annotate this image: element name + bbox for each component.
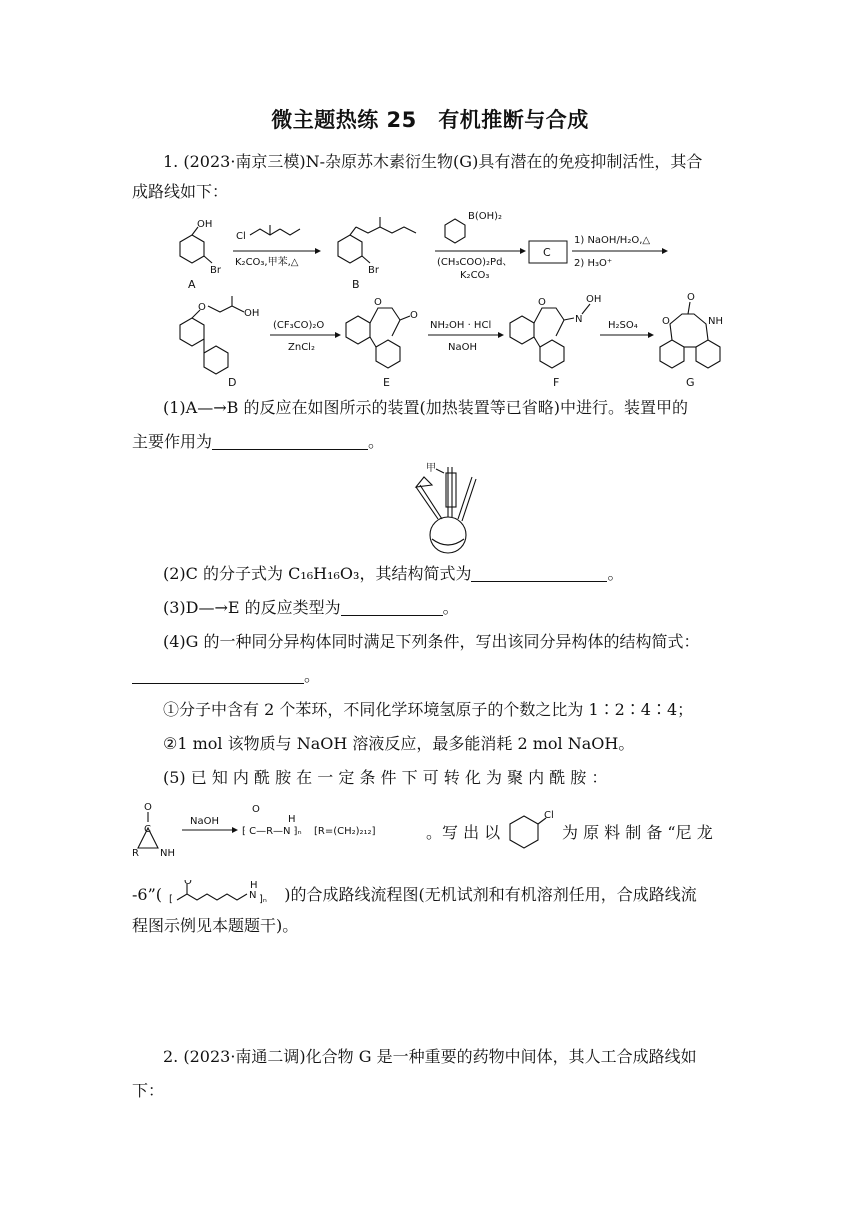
q1-part5-text-d: )的合成路线流程图(无机试剂和有机溶剂任用，合成路线流: [284, 885, 697, 904]
q1-part2: [163, 563, 732, 585]
q1-part4-end: 。: [304, 666, 321, 685]
atom-r-lactam: R: [132, 848, 139, 859]
arrow-c-d: [572, 235, 668, 269]
atom-br-b: Br: [368, 265, 379, 276]
q1-part5-line1: (5) 已 知 内 酰 胺 在 一 定 条 件 下 可 转 化 为 聚 内 酰 胺 ：: [163, 768, 608, 787]
atom-nh-g: NH: [708, 316, 723, 327]
q1-condition-2: ②1 mol 该物质与 NaOH 溶液反应，最多能消耗 2 mol NaOH。: [163, 734, 635, 753]
atom-o-e-ketone: O: [410, 310, 418, 321]
atom-o-e: O: [374, 297, 382, 308]
lactam-reaction: [132, 800, 432, 864]
chlorocyclohexane-icon: [506, 808, 558, 854]
reagent-d-e-2: ZnCl₂: [288, 342, 315, 353]
atom-n-nylon: N: [249, 890, 257, 901]
label-e: E: [383, 376, 390, 389]
polymer-unit: ⁅ C—R—N ⁆ₙ: [242, 826, 302, 837]
q1-part1-line1: (1)A—→B 的反应在如图所示的装置(加热装置等已省略)中进行。装置甲的: [163, 398, 688, 417]
q1-part4-line2: [132, 665, 732, 687]
arrow-d-e: [270, 320, 341, 353]
box-c-label: C: [543, 246, 551, 259]
nylon6-structure: [167, 880, 279, 908]
atom-o-g-carbonyl: O: [687, 292, 695, 303]
reagent-naoh: NaOH: [190, 816, 219, 827]
reagent-c-d-1: 1) NaOH/H₂O,△: [574, 235, 651, 246]
reagent-b-c-bottom2: K₂CO₃: [460, 270, 490, 281]
atom-o-nylon: O: [184, 880, 192, 887]
reagent-boronic: B(OH)₂: [468, 211, 503, 222]
atom-o-f: O: [538, 297, 546, 308]
reagent-b-c-bottom1: (CH₃COO)₂Pd、: [437, 257, 513, 268]
atom-br-a: Br: [210, 265, 221, 276]
reagent-e-f-2: NaOH: [448, 342, 477, 353]
scheme-row-1: [130, 205, 735, 295]
molecule-d: [180, 296, 259, 389]
q1-part2-lead: (2)C 的分子式为 C₁₆H₁₆O₃，其结构简式为: [163, 564, 472, 583]
page-title: 微主题热练 25 有机推断与合成: [271, 108, 589, 132]
molecule-e: [346, 297, 418, 389]
reagent-f-g: H₂SO₄: [608, 320, 638, 331]
atom-nh-lactam: NH: [160, 848, 175, 859]
answer-blank-1[interactable]: [212, 433, 368, 450]
scheme-row-2: [130, 290, 735, 390]
q1-part3-end: 。: [442, 598, 459, 617]
q1-part1-lead: 主要作用为: [132, 432, 213, 451]
q1-part2-end: 。: [607, 564, 624, 583]
q2-line1: 2. (2023·南通二调)化合物 G 是一种重要的药物中间体，其人工合成路线如: [163, 1047, 697, 1066]
q1-part3-lead: (3)D—→E 的反应类型为: [163, 598, 341, 617]
label-d: D: [228, 376, 237, 389]
atom-c-lactam: C: [144, 824, 151, 835]
box-c: [529, 241, 567, 263]
q1-intro-line2: 成路线如下：: [132, 182, 229, 201]
apparatus-figure: [400, 457, 480, 557]
label-b: B: [352, 278, 360, 291]
answer-blank-3[interactable]: [341, 599, 443, 616]
q1-part5-text-a: 。写 出 以: [426, 823, 501, 842]
arrow-b-c: [435, 211, 526, 281]
atom-cl: Cl: [544, 810, 554, 821]
atom-h-nylon: H: [250, 880, 258, 891]
answer-blank-2[interactable]: [471, 565, 607, 582]
label-a: A: [188, 278, 196, 291]
q1-part4-line1: (4)G 的一种同分异构体同时满足下列条件，写出该同分异构体的结构简式：: [163, 632, 700, 651]
molecule-a: [180, 219, 222, 291]
arrow-f-g: [600, 320, 654, 338]
atom-oh-a: OH: [197, 219, 213, 230]
apparatus-label: 甲: [426, 463, 436, 474]
reagent-e-f-1: NH₂OH · HCl: [430, 320, 492, 331]
atom-o-lactam: O: [144, 802, 152, 813]
atom-o-g: O: [662, 316, 670, 327]
q1-part5-line3: [132, 880, 732, 910]
arrow-e-f: [428, 320, 504, 353]
q2-line2: 下：: [132, 1081, 165, 1100]
molecule-g: [660, 292, 723, 389]
q1-part5-line4: 程图示例见本题题干)。: [132, 916, 299, 935]
reagent-cl: Cl: [236, 231, 246, 242]
reagent-c-d-2: 2) H₃O⁺: [574, 258, 613, 269]
svg-text:]ₙ: ]ₙ: [259, 894, 267, 905]
atom-h-polymer: H: [288, 814, 296, 825]
label-g: G: [686, 376, 695, 389]
q1-part5-text-b: 为 原 料 制 备 “尼 龙: [562, 823, 713, 842]
q1-condition-1: ①分子中含有 2 个苯环，不同化学环境氢原子的个数之比为 1∶2∶4∶4；: [163, 700, 694, 719]
q1-part1-line2: 主要作用为 。: [132, 432, 385, 451]
reagent-d-e-1: (CF₃CO)₂O: [273, 320, 325, 331]
q1-part3: [163, 597, 732, 619]
label-f: F: [553, 376, 560, 389]
atom-oh-d: OH: [244, 308, 260, 319]
polymer-r-def: [R=(CH₂)₂₁₂]: [314, 826, 376, 837]
molecule-f: [510, 294, 601, 389]
atom-oh-f: OH: [586, 294, 602, 305]
q1-part5-line2: [132, 800, 732, 864]
atom-o-d: O: [198, 302, 206, 313]
atom-o-polymer: O: [252, 804, 260, 815]
reagent-a-b-bottom: K₂CO₃,甲苯,△: [235, 257, 299, 268]
molecule-b: [338, 217, 416, 291]
arrow-a-b: [233, 225, 321, 268]
q1-part5-text-c: -6”(: [132, 885, 163, 904]
answer-blank-4[interactable]: [132, 667, 304, 684]
atom-n-f: N: [575, 314, 583, 325]
svg-text:[: [: [169, 894, 174, 905]
q1-intro-line1: 1. (2023·南京三模)N-杂原苏木素衍生物(G)具有潜在的免疫抑制活性，其合: [163, 152, 703, 171]
